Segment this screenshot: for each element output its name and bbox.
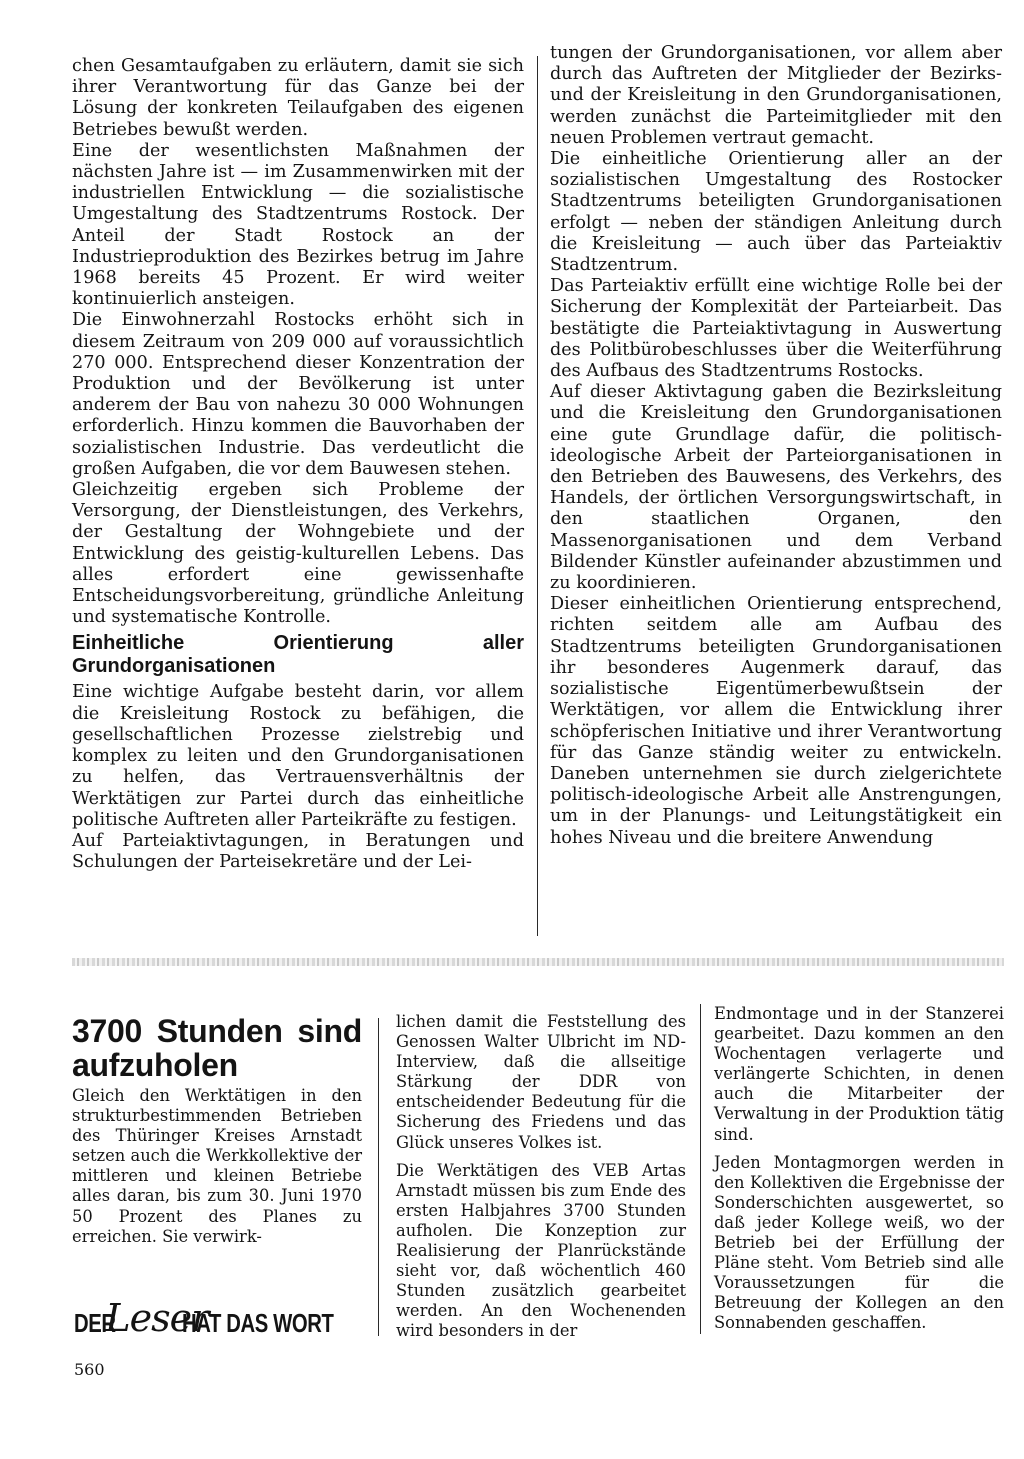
column-divider [700,1004,701,1334]
paragraph: Die Einwohnerzahl Rostocks erhöht sich in diesem Zeitraum von 209 000 auf voraussichtlich 270 000. Entsprechend dieser Konzentration der Produktion und der Bevölkerung ist unter anderem der Bau von nahezu 30 000 Wohnungen erforderlich. Hinzu kommen die Bauvorhaben der sozialistischen Industrie. Das verdeutlicht die großen Aufgaben, die vor dem Bauwesen stehen. [72,310,524,479]
article-column-1 [72,1014,362,1247]
paragraph: Gleich den Werktätigen in den strukturbestimmenden Betrieben des Thüringer Kreises Arnstadt setzen auch die Werkkollektive der mittleren und kleinen Betriebe alles daran, bis zum 30. Juni 1970 50 Prozent des Planes zu erreichen. Sie verwirk- [72,1086,362,1246]
paragraph: Gleichzeitig ergeben sich Probleme der Versorgung, der Dienstleistungen, des Verkehrs, der Gestaltung der Wohngebiete und der Entwicklung des geistig-kulturellen Lebens. Das alles erfordert eine gewissenhafte Entscheidungsvorbereitung, gründliche Anleitung und systematische Kontrolle. [72,480,524,628]
banner-word-der: DER [74,1308,116,1338]
paragraph: Jeden Montagmorgen werden in den Kollektiven die Ergebnisse der Sonderschichten ausgewertet, so daß jeder Kollege weiß, wo der Betrieb bei der Erfüllung der Pläne steht. Vom Betrieb sind alle Voraussetzungen für die Betreuung der Kollegen an den Sonnabenden geschaffen. [714,1152,1004,1333]
banner-word-hat-das-wort: HAT DAS WORT [182,1308,334,1338]
article-column-3 [714,1004,1004,1334]
paragraph: Eine der wesentlichsten Maßnahmen der nächsten Jahre ist — im Zusammenwirken mit der industriellen Entwicklung — die sozialistische Umgestaltung des Stadtzentrums Rostock. Der Anteil der Stadt Rostock an der Industrieproduktion des Bezirkes betrug im Jahre 1968 bereits 45 Prozent. Er wird weiter kontinuierlich ansteigen. [72,140,524,310]
column-divider [537,56,538,936]
section-heading: Einheitliche Orientierung aller Grundorganisationen [72,632,524,678]
paragraph: Endmontage und in der Stanzerei gearbeitet. Dazu kommen an den Wochentagen verlagerte und verlängerte Schichten, in denen auch die Mitarbeiter der Verwaltung in der Produktion tätig sind. [714,1004,1004,1144]
paragraph: Die einheitliche Orientierung aller an der sozialistischen Umgestaltung des Rostocker Stadtzentrums beteiligten Grundorganisationen erfolgt — neben der ständigen Anleitung durch die Kreisleitung — auch über das Parteiaktiv Stadtzentrum. [550,149,1002,276]
article-title: 3700 Stunden sind aufzuholen [72,1013,362,1083]
paragraph: Auf dieser Aktivtagung gaben die Bezirksleitung und die Kreisleitung den Grundorganisationen eine gute Grundlage dafür, die politisch-ideologische Arbeit der Parteiorganisationen in den Betrieben des Bauwesens, des Verkehrs, des Handels, der örtlichen Versorgungswirtschaft, in den staatlichen Organen, den Massenorganisationen und dem Verband Bildender Künstler aufeinander abzustimmen und zu koordinieren. [550,382,1002,594]
paragraph: chen Gesamtaufgaben zu erläutern, damit sie sich ihrer Verantwortung für das Ganze bei der Lösung der konkreten Teilaufgaben des eigenen Betriebes bewußt werden. [72,56,524,140]
section-separator [72,958,1004,966]
article-column-2 [396,1012,686,1342]
top-right-column [550,43,1002,849]
paragraph: Auf Parteiaktivtagungen, in Beratungen und Schulungen der Parteisekretäre und der Lei- [72,830,524,873]
top-left-column [72,56,524,873]
leser-banner-logo [74,1288,364,1338]
page-number: 560 [74,1360,105,1379]
paragraph: Die Werktätigen des VEB Artas Arnstadt müssen bis zum Ende des ersten Halbjahres 3700 Stunden aufholen. Die Konzeption zur Realisierung der Planrückstände sieht vor, daß wöchentlich 460 Stunden zusätzlich gearbeitet werden. An den Wochenenden wird besonders in der [396,1160,686,1341]
paragraph: tungen der Grundorganisationen, vor allem aber durch das Auftreten der Mitglieder der Bezirks- und der Kreisleitung in den Grundorganisationen, werden zunächst die Parteimitglieder mit den neuen Problemen vertraut gemacht. [550,43,1002,148]
paragraph: Eine wichtige Aufgabe besteht darin, vor allem die Kreisleitung Rostock zu befähigen, die gesellschaftlichen Prozesse zielstrebig und komplex zu leiten und den Grundorganisationen zu helfen, das Vertrauensverhältnis der Werktätigen zur Partei durch das einheitliche politische Auftreten aller Parteikräfte zu festigen. [72,682,524,830]
column-divider [378,1018,379,1336]
paragraph: Das Parteiaktiv erfüllt eine wichtige Rolle bei der Sicherung der Komplexität der Parteiarbeit. Das bestätigte die Parteiaktivtagung in Auswertung des Politbürobeschlusses über die Weiterführung des Aufbaus des Stadtzentrums Rostocks. [550,276,1002,382]
banner-script-leser: Leser [105,1296,209,1340]
paragraph: Dieser einheitlichen Orientierung entsprechend, richten seitdem alle am Aufbau des Stadtzentrums beteiligten Grundorganisationen ihr besonderes Augenmerk darauf, das sozialistische Eigentümerbewußtsein der Werktätigen, vor allem die Entwicklung ihrer schöpferischen Initiative und ihrer Verantwortung für das Ganze ständig weiter zu entwickeln. Daneben unternehmen sie durch zielgerichtete politisch-ideologische Arbeit alle Anstrengungen, um in der Planungs- und Leitungstätigkeit ein hohes Niveau und die breitere Anwendung [550,594,1002,848]
paragraph: lichen damit die Feststellung des Genossen Walter Ulbricht im ND-Interview, daß die allseitige Stärkung der DDR von entscheidender Bedeutung für die Sicherung des Friedens und das Glück unseres Volkes ist. [396,1012,686,1152]
